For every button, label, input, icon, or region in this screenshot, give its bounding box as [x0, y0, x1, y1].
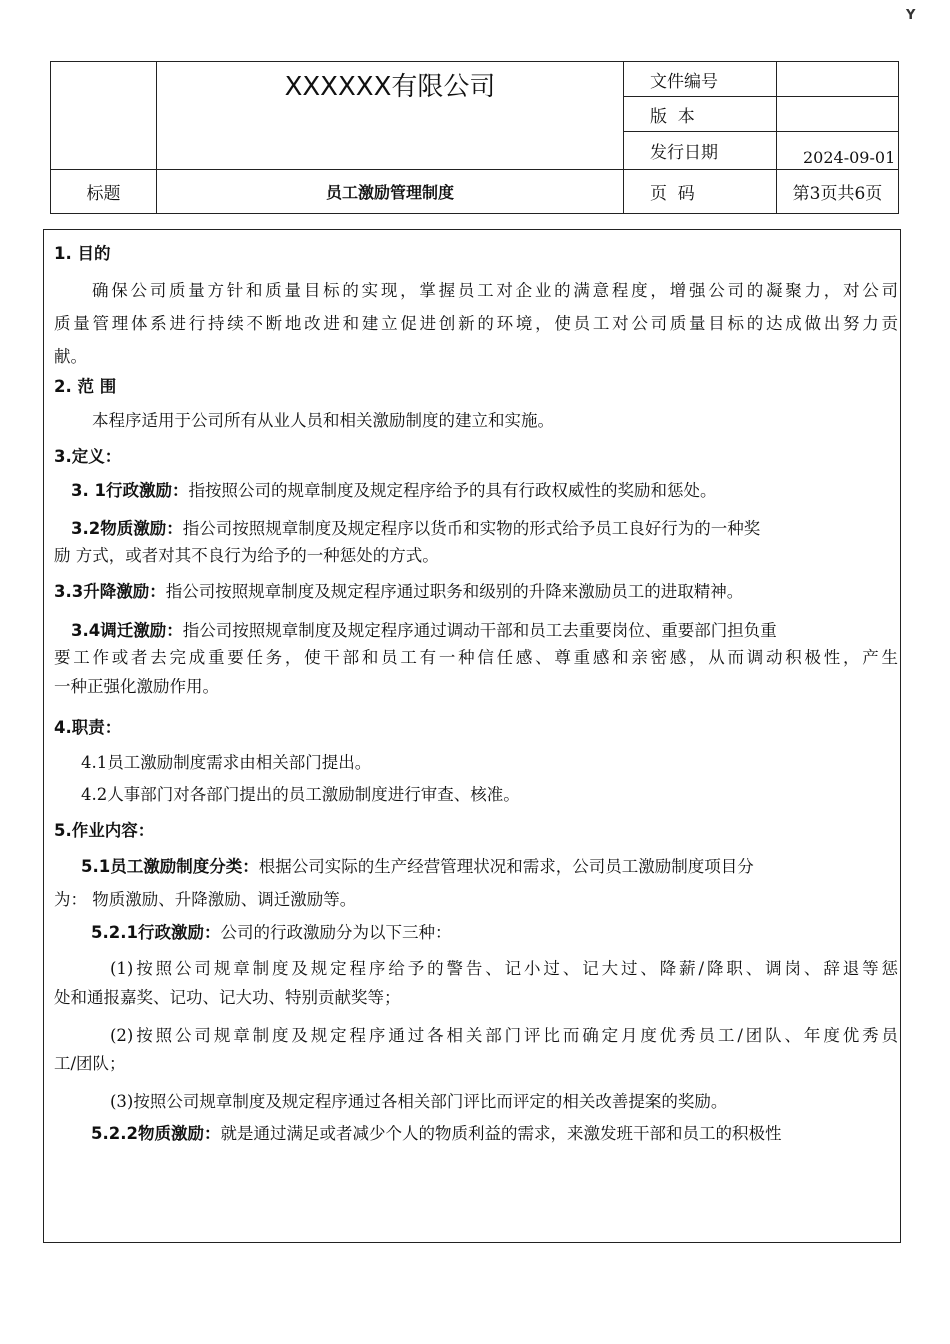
document-title: 员工激励管理制度 [157, 169, 624, 213]
page-number: 第3页共6页 [777, 169, 899, 213]
item-5-1: 5.1员工激励制度分类：根据公司实际的生产经营管理状况和需求，公司员工激励制度项目分 [81, 857, 754, 876]
definition-3-4: 3.4调迁激励：指公司按照规章制度及规定程序通过调动干部和员工去重要岗位、重要部门担负重 [71, 621, 777, 640]
section-3-heading: 3.定义： [54, 447, 122, 466]
issue-date-value: 2024-09-01 [803, 148, 896, 168]
definition-3-4-cont: 一种正强化激励作用。 [54, 677, 219, 696]
item-5-2-2: 5.2.2物质激励：就是通过满足或者减少个人的物质利益的需求，来激发班干部和员工的积极性 [91, 1124, 782, 1143]
duty-4-1: 4.1员工激励制度需求由相关部门提出。 [81, 753, 372, 772]
definition-3-2-cont: 励 方式，或者对其不良行为给予的一种惩处的方式。 [54, 546, 439, 565]
admin-incentive-item-1-cont: 处和通报嘉奖、记功、记大功、特别贡献奖等； [54, 988, 401, 1007]
admin-incentive-item-2: (2)按照公司规章制度及规定程序通过各相关部门评比而确定月度优秀员工/团队、年度优秀员 [110, 1026, 898, 1045]
definition-3-3: 3.3升降激励：指公司按照规章制度及规定程序通过职务和级别的升降来激励员工的进取精神。 [54, 582, 744, 601]
item-5-2-1: 5.2.1行政激励：公司的行政激励分为以下三种： [91, 923, 452, 942]
document-body [43, 229, 901, 1243]
section-2-heading: 2. 范 围 [54, 377, 117, 396]
logo-cell [51, 62, 157, 170]
issue-date-cell [777, 132, 899, 169]
definition-3-4-cont: 要工作或者去完成重要任务，使干部和员工有一种信任感、尊重感和亲密感，从而调动积极性，产生 [54, 648, 898, 667]
duty-4-2: 4.2人事部门对各部门提出的员工激励制度进行审查、核准。 [81, 785, 520, 804]
section-5-heading: 5.作业内容： [54, 821, 155, 840]
admin-incentive-item-2-cont: 工/团队； [54, 1054, 126, 1073]
admin-incentive-item-1: (1)按照公司规章制度及规定程序给予的警告、记小过、记大过、降薪/降职、调岗、辞退等惩 [110, 959, 898, 978]
company-cell [157, 62, 624, 170]
version-value [777, 97, 899, 132]
document-header-table [50, 61, 899, 214]
doc-no-label: 文件编号 [624, 62, 777, 97]
admin-incentive-item-3: (3)按照公司规章制度及规定程序通过各相关部门评比而评定的相关改善提案的奖励。 [110, 1092, 728, 1111]
section-1-paragraph-line: 献。 [54, 347, 87, 366]
section-2-paragraph: 本程序适用于公司所有从业人员和相关激励制度的建立和实施。 [92, 411, 554, 430]
section-1-paragraph-line: 确保公司质量方针和质量目标的实现，掌握员工对企业的满意程度，增强公司的凝聚力，对公司 [92, 281, 898, 300]
page-label: 页 码 [624, 169, 777, 213]
item-5-1-cont: 为： 物质激励、升降激励、调迁激励等。 [54, 890, 357, 909]
section-1-paragraph-line: 质量管理体系进行持续不断地改进和建立促进创新的环境，使员工对公司质量目标的达成做出努力贡 [54, 314, 898, 333]
section-4-heading: 4.职责： [54, 718, 122, 737]
version-label: 版 本 [624, 97, 777, 132]
definition-3-1: 3. 1行政激励：指按照公司的规章制度及规定程序给予的具有行政权威性的奖励和惩处。 [71, 481, 717, 500]
section-1-heading: 1. 目的 [54, 244, 111, 263]
title-label: 标题 [51, 169, 157, 213]
company-name: XXXXXX有限公司 [284, 72, 496, 102]
issue-date-label: 发行日期 [624, 132, 777, 169]
definition-3-2: 3.2物质激励：指公司按照规章制度及规定程序以货币和实物的形式给予员工良好行为的一种奖 [71, 519, 761, 538]
corner-logo-mark: Y [906, 8, 916, 23]
doc-no-value [777, 62, 899, 97]
